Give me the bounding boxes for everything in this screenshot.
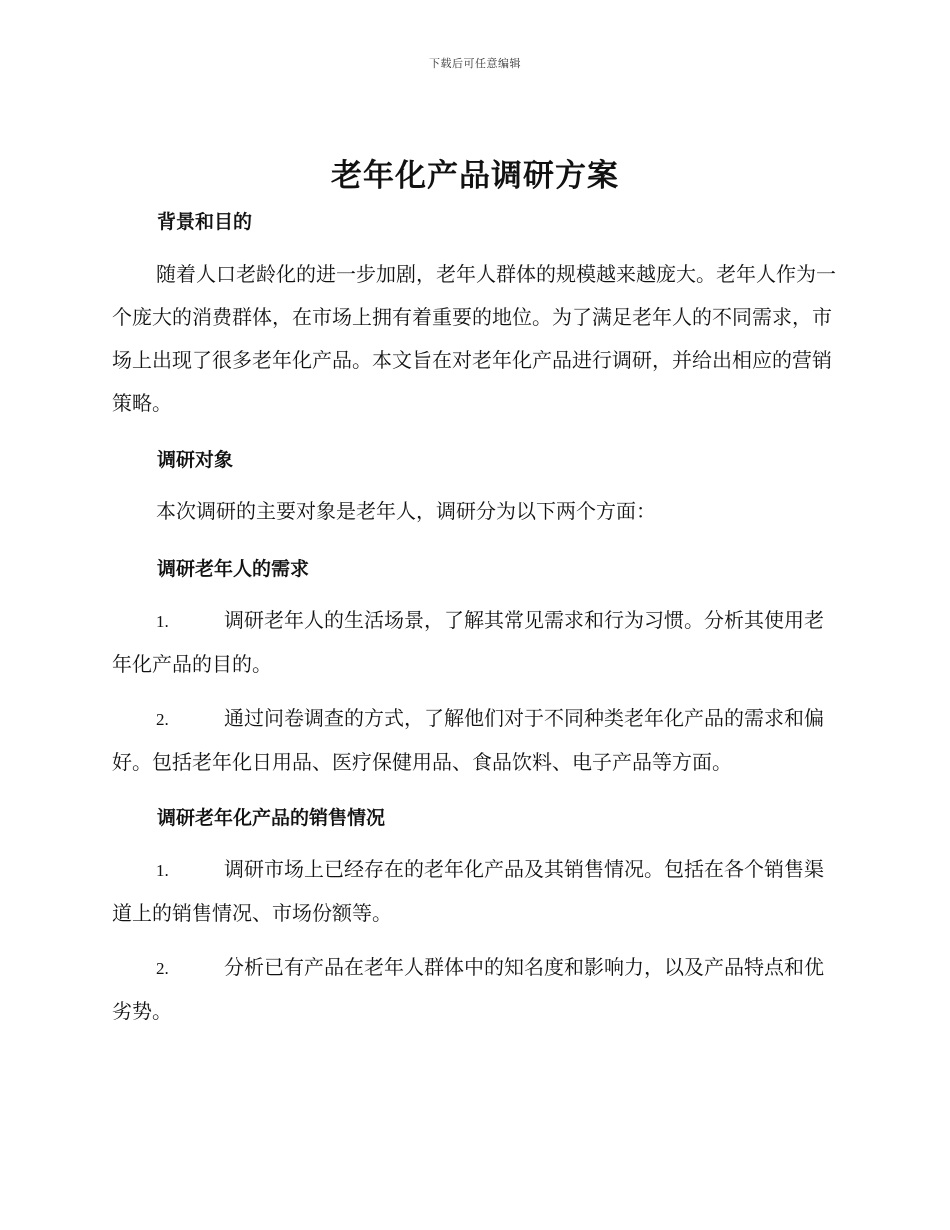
section-heading-needs: 调研老年人的需求: [157, 558, 310, 580]
section-heading-sales: 调研老年化产品的销售情况: [157, 807, 386, 829]
list-item-needs-1: [112, 599, 836, 686]
list-item-text: 调研市场上已经存在的老年化产品及其销售情况。包括在各个销售渠道上的销售情况、市场份额等。: [112, 857, 824, 925]
list-item-text: 调研老年人的生活场景，了解其常见需求和行为习惯。分析其使用老年化产品的目的。: [112, 608, 824, 676]
list-item-sales-1: [112, 848, 836, 935]
paragraph-target: 本次调研的主要对象是老年人，调研分为以下两个方面：: [156, 499, 656, 523]
document-title: 老年化产品调研方案: [331, 158, 619, 194]
section-heading-target: 调研对象: [157, 449, 234, 471]
list-number: 1.: [156, 861, 169, 880]
list-item-sales-2: [112, 946, 836, 1033]
list-item-needs-2: [112, 697, 836, 784]
list-number: 1.: [156, 612, 169, 631]
list-number: 2.: [156, 959, 169, 978]
list-number: 2.: [156, 710, 169, 729]
header-note: 下载后可任意编辑: [429, 57, 521, 70]
list-item-text: 分析已有产品在老年人群体中的知名度和影响力，以及产品特点和优劣势。: [112, 955, 824, 1023]
section-heading-background: 背景和目的: [157, 211, 253, 233]
list-item-text: 通过问卷调查的方式，了解他们对于不同种类老年化产品的需求和偏好。包括老年化日用品、医疗保健用品、食品饮料、电子产品等方面。: [112, 706, 824, 774]
paragraph-background: 随着人口老龄化的进一步加剧，老年人群体的规模越来越庞大。老年人作为一个庞大的消费群体，在市场上拥有着重要的地位。为了满足老年人的不同需求，市场上出现了很多老年化产品。本文旨在对老年化产品进行调研，并给出相应的营销策略。: [112, 262, 836, 415]
